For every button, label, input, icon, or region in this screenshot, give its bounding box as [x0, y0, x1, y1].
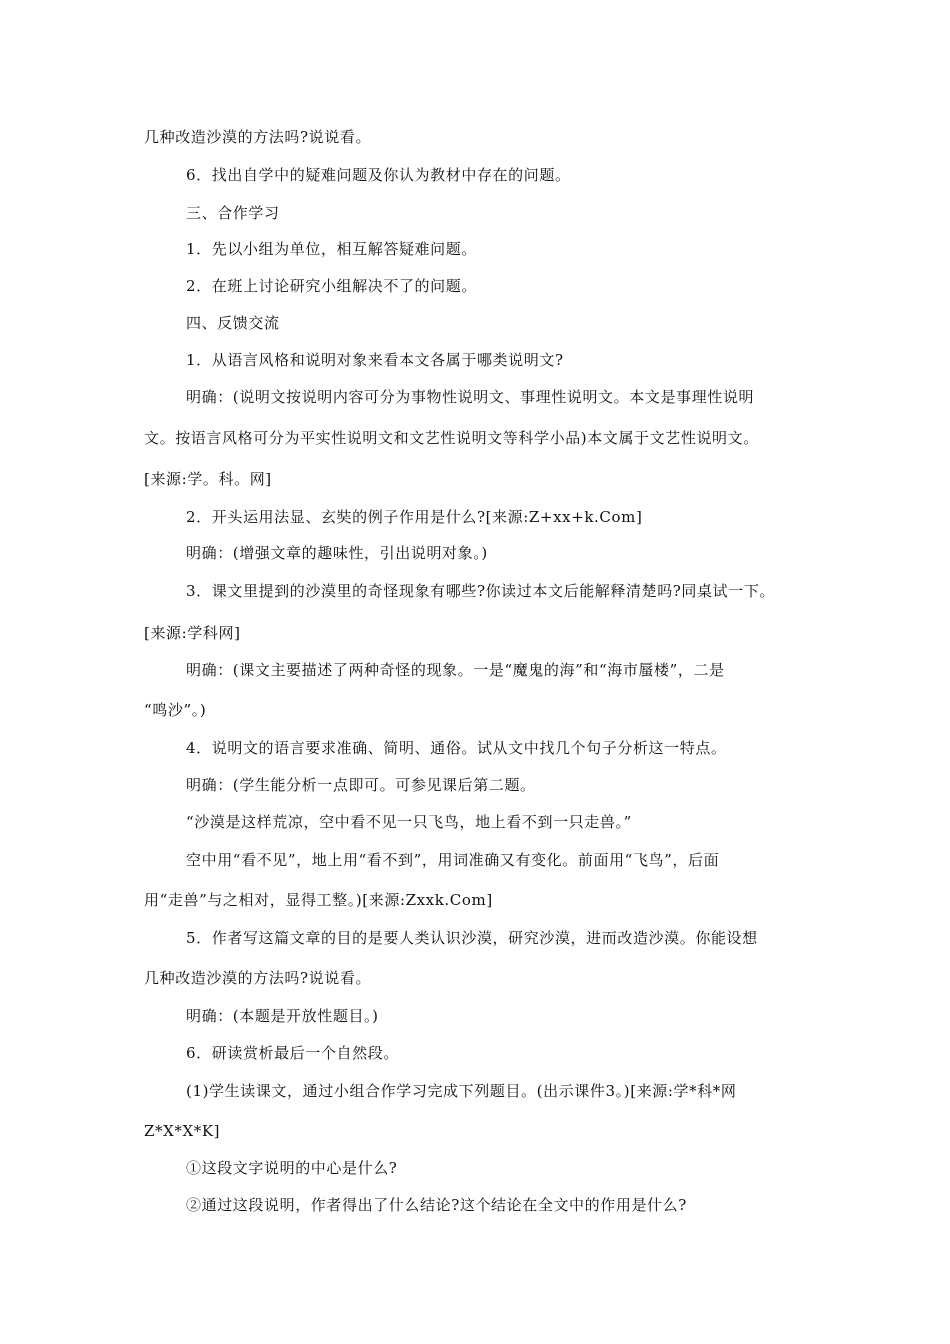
section-heading: 三、合作学习 [186, 204, 280, 222]
task-line: (1)学生读课文，通过小组合作学习完成下列题目。(出示课件3。)[来源:学*科*网 [186, 1082, 737, 1100]
question-line: 2．开头运用法显、玄奘的例子作用是什么?[来源:Z+xx+k.Com] [186, 508, 643, 526]
question-line: 1．从语言风格和说明对象来看本文各属于哪类说明文? [186, 351, 564, 369]
answer-line: 明确：(本题是开放性题目。) [186, 1007, 379, 1025]
sub-question: ②通过这段说明，作者得出了什么结论?这个结论在全文中的作用是什么? [186, 1196, 687, 1214]
answer-line: 明确：(说明文按说明内容可分为事物性说明文、事理性说明文。本文是事理性说明 [186, 388, 755, 406]
quote-line: “沙漠是这样荒凉，空中看不见一只飞鸟，地上看不到一只走兽。” [186, 813, 632, 831]
question-line: 4．说明文的语言要求准确、简明、通俗。试从文中找几个句子分析这一特点。 [186, 739, 727, 757]
question-line: 6．研读赏析最后一个自然段。 [186, 1044, 399, 1062]
question-line: 几种改造沙漠的方法吗?说说看。 [144, 969, 372, 987]
sub-question: ①这段文字说明的中心是什么? [186, 1159, 398, 1177]
question-line: 3．课文里提到的沙漠里的奇怪现象有哪些?你读过本文后能解释清楚吗?同桌试一下。 [186, 582, 776, 600]
answer-line: 明确：(学生能分析一点即可。可参见课后第二题。 [186, 776, 536, 794]
answer-line: 明确：(课文主要描述了两种奇怪的现象。一是“魔鬼的海”和“海市蜃楼”，二是 [186, 661, 725, 679]
source-note: Z*X*X*K] [144, 1122, 221, 1140]
text-line: 1．先以小组为单位，相互解答疑难问题。 [186, 240, 477, 258]
answer-line: 明确：(增强文章的趣味性，引出说明对象。) [186, 544, 488, 562]
text-line: 几种改造沙漠的方法吗?说说看。 [144, 128, 372, 146]
source-note: [来源:学科网] [144, 624, 241, 642]
answer-line: “鸣沙”。) [144, 701, 207, 719]
analysis-line: 用“走兽”与之相对，显得工整。)[来源:Zxxk.Com] [144, 891, 493, 909]
section-heading: 四、反馈交流 [186, 314, 280, 332]
source-note: [来源:学。科。网] [144, 470, 272, 488]
answer-line: 文。按语言风格可分为平实性说明文和文艺性说明文等科学小品)本文属于文艺性说明文。 [144, 429, 759, 447]
text-line: 2．在班上讨论研究小组解决不了的问题。 [186, 277, 477, 295]
question-line: 5．作者写这篇文章的目的是要人类认识沙漠，研究沙漠，进而改造沙漠。你能设想 [186, 929, 758, 947]
analysis-line: 空中用“看不见”，地上用“看不到”，用词准确又有变化。前面用“飞鸟”，后面 [186, 851, 720, 869]
text-line: 6．找出自学中的疑难问题及你认为教材中存在的问题。 [186, 166, 571, 184]
